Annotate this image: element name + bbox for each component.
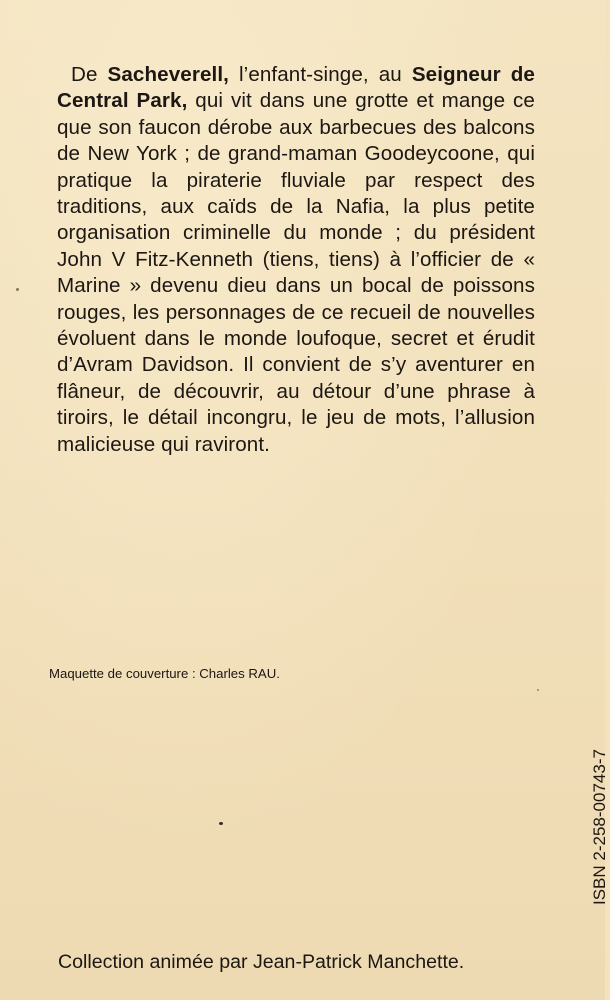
collection-credit: Collection animée par Jean-Patrick Manchette. [58,951,465,973]
blurb-paragraph [57,62,535,458]
paper-speck [16,288,19,291]
paper-speck [537,689,539,691]
isbn-number: ISBN 2-258-00743-7 [590,749,609,905]
blurb-name-seigneur: Seigneur de Central Park, [57,63,535,113]
blurb-text-1: De [71,63,108,86]
cover-design-credit: Maquette de couverture : Charles RAU. [49,666,280,681]
blurb-text-3: qui vit dans une grotte et mange ce que son faucon dérobe aux barbecues des balcons de New York ; de grand-maman Goodeycoone, qui pratique la piraterie fluviale par respect des traditions, aux caïds de la Nafia, la plus petite organisation criminelle du monde ; du président John V Fitz-Kenneth (tiens, tiens) à l’officier de « Marine » devenu dieu dans un bocal de poissons rouges, les personnages de ce recueil de nouvelles évoluent dans le monde loufoque, secret et érudit d’Avram Davidson. Il convient de s’y aventurer en flâneur, de découvrir, au détour d’une phrase à tiroirs, le détail incongru, le jeu de mots, l’allusion malicieuse qui raviront. [57,89,535,456]
paper-speck [219,822,223,825]
blurb-text-2: l’enfant-singe, au [228,63,412,86]
blurb-name-sacheverell: Sacheverell, [107,63,229,86]
